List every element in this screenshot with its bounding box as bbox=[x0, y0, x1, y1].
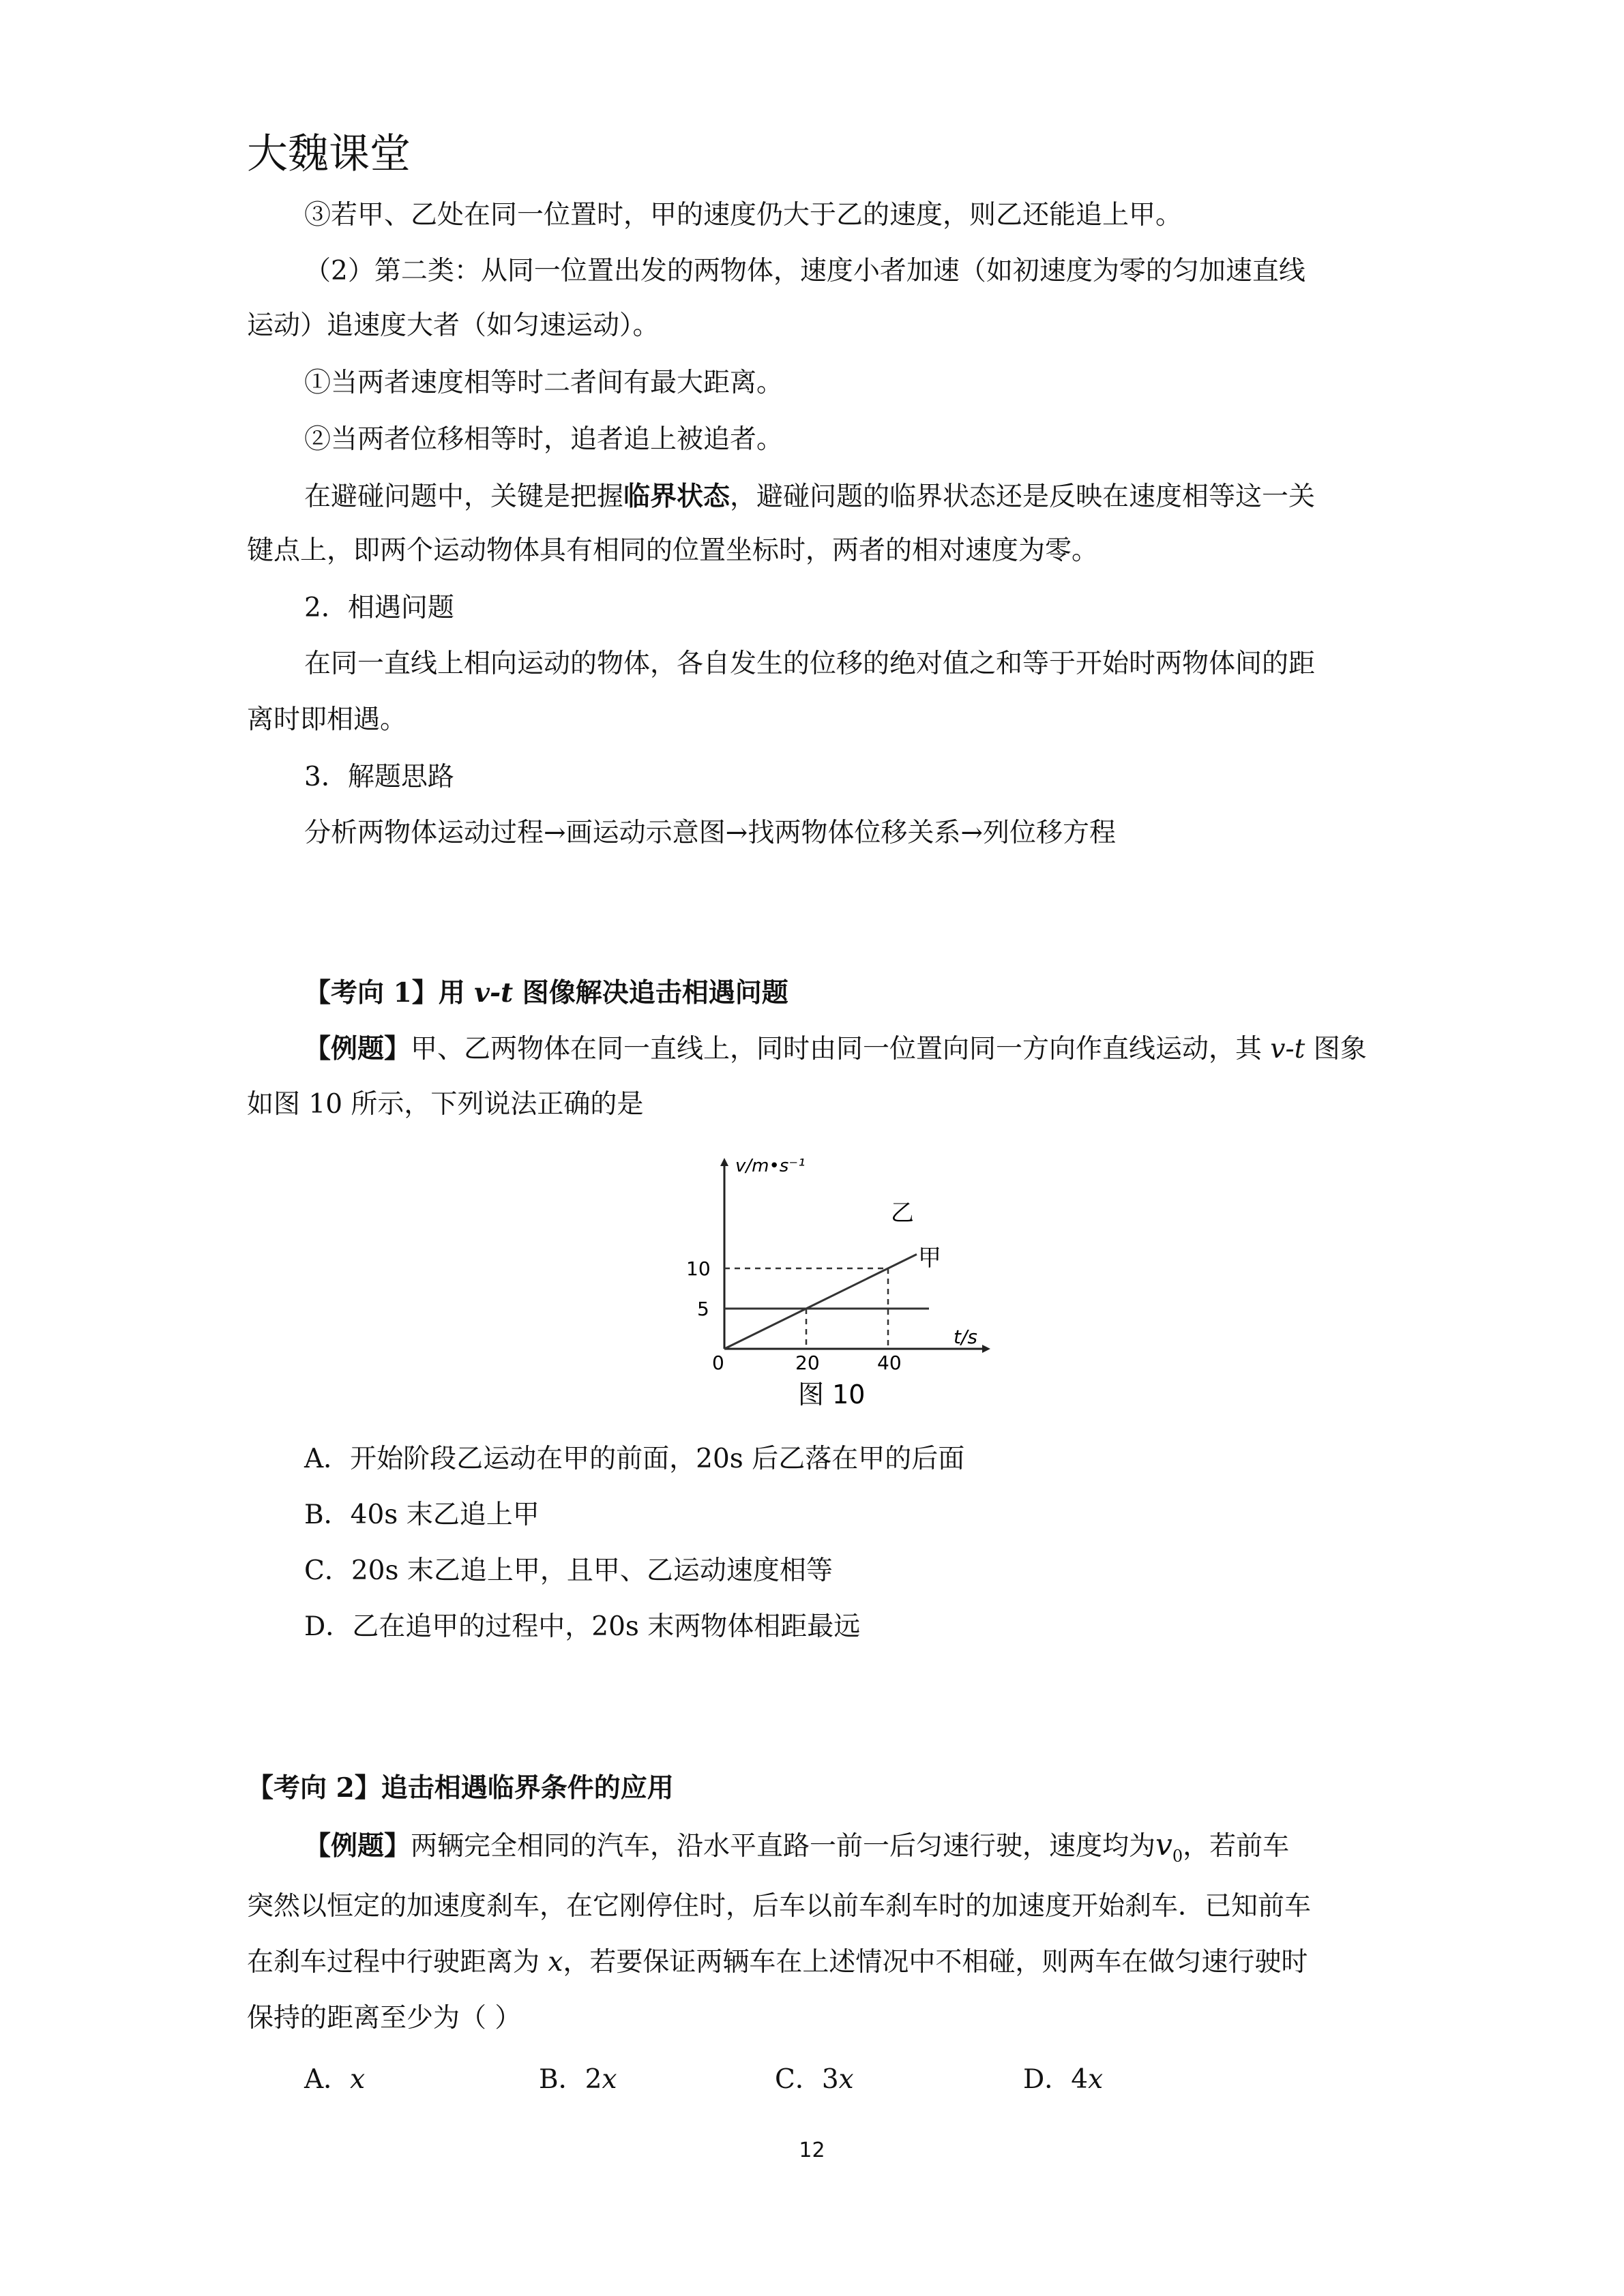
kx1-title: 【考向 1】用 v-t 图像解决追击相遇问题 bbox=[304, 977, 788, 1009]
x-tick-label: 20 bbox=[795, 1352, 820, 1374]
y-axis-arrow bbox=[720, 1158, 728, 1166]
kx2-example: 在刹车过程中行驶距离为 x，若要保证两辆车在上述情况中不相碰，则两车在做匀速行驶时 bbox=[247, 1947, 1308, 1978]
kx2-example: 【例题】两辆完全相同的汽车，沿水平直路一前一后匀速行驶，速度均为$v_0$，若前车 bbox=[304, 1828, 1290, 1866]
y-tick-label: 5 bbox=[697, 1298, 709, 1320]
option-d: D．乙在追甲的过程中，20s 末两物体相距最远 bbox=[304, 1611, 861, 1642]
paragraph: 离时即相遇。 bbox=[247, 704, 407, 735]
kx2-option-d: D．4x bbox=[1023, 2064, 1104, 2095]
bold-term: 临界状态 bbox=[623, 481, 730, 512]
graph-marks bbox=[724, 1254, 929, 1349]
origin-label: 0 bbox=[712, 1352, 724, 1374]
kx2-example: 保持的距离至少为（ ） bbox=[247, 2003, 522, 2033]
y-tick-label: 10 bbox=[686, 1257, 711, 1280]
vt-graph bbox=[686, 1146, 996, 1412]
paragraph: ③若甲、乙处在同一位置时，甲的速度仍大于乙的速度，则乙还能追上甲。 bbox=[304, 200, 1183, 230]
option-c: C．20s 末乙追上甲，且甲、乙运动速度相等 bbox=[304, 1555, 833, 1586]
kx1-example: 【例题】甲、乙两物体在同一直线上，同时由同一位置向同一方向作直线运动，其 v-t 图象 bbox=[304, 1033, 1367, 1064]
paragraph: ①当两者速度相等时二者间有最大距离。 bbox=[304, 368, 784, 398]
paragraph: 在同一直线上相向运动的物体，各自发生的位移的绝对值之和等于开始时两物体间的距 bbox=[304, 648, 1316, 679]
paragraph: ②当两者位移相等时，追者追上被追者。 bbox=[304, 424, 784, 455]
kx1-example: 如图 10 所示，下列说法正确的是 bbox=[247, 1089, 644, 1120]
kx2-option-c: C．3x bbox=[775, 2064, 854, 2095]
paragraph: （2）第二类：从同一位置出发的两物体，速度小者加速（如初速度为零的匀加速直线 bbox=[304, 256, 1305, 286]
x-axis-arrow bbox=[982, 1345, 990, 1353]
series-label-jia: 甲 bbox=[918, 1244, 941, 1272]
y-axis-label: v/m•s⁻¹ bbox=[735, 1156, 806, 1176]
header-title: 大魏课堂 bbox=[247, 130, 411, 178]
option-b: B．40s 末乙追上甲 bbox=[304, 1500, 540, 1530]
section-heading: 2．相遇问题 bbox=[304, 593, 454, 623]
x-tick-label: 40 bbox=[877, 1352, 902, 1374]
paragraph: 在避碰问题中，关键是把握临界状态，避碰问题的临界状态还是反映在速度相等这一关 bbox=[304, 481, 1316, 512]
paragraph: 键点上，即两个运动物体具有相同的位置坐标时，两者的相对速度为零。 bbox=[247, 535, 1099, 566]
paragraph: 运动）追速度大者（如匀速运动）。 bbox=[247, 310, 660, 341]
kx2-example: 突然以恒定的加速度刹车，在它刚停住时，后车以前车刹车时的加速度开始刹车．已知前车 bbox=[247, 1891, 1312, 1922]
kx2-option-b: B．2x bbox=[539, 2064, 617, 2095]
figure-caption: 图 10 bbox=[798, 1380, 866, 1410]
series-label-yi: 乙 bbox=[891, 1199, 914, 1227]
section-heading: 3．解题思路 bbox=[304, 762, 454, 792]
kx2-option-a: A．x bbox=[304, 2064, 366, 2095]
paragraph: 分析两物体运动过程→画运动示意图→找两物体位移关系→列位移方程 bbox=[304, 818, 1117, 848]
x-axis-label: t/s bbox=[954, 1326, 977, 1348]
option-a: A．开始阶段乙运动在甲的前面，20s 后乙落在甲的后面 bbox=[304, 1444, 965, 1474]
kx2-title: 【考向 2】追击相遇临界条件的应用 bbox=[247, 1772, 674, 1804]
page-number: 12 bbox=[799, 2138, 825, 2162]
